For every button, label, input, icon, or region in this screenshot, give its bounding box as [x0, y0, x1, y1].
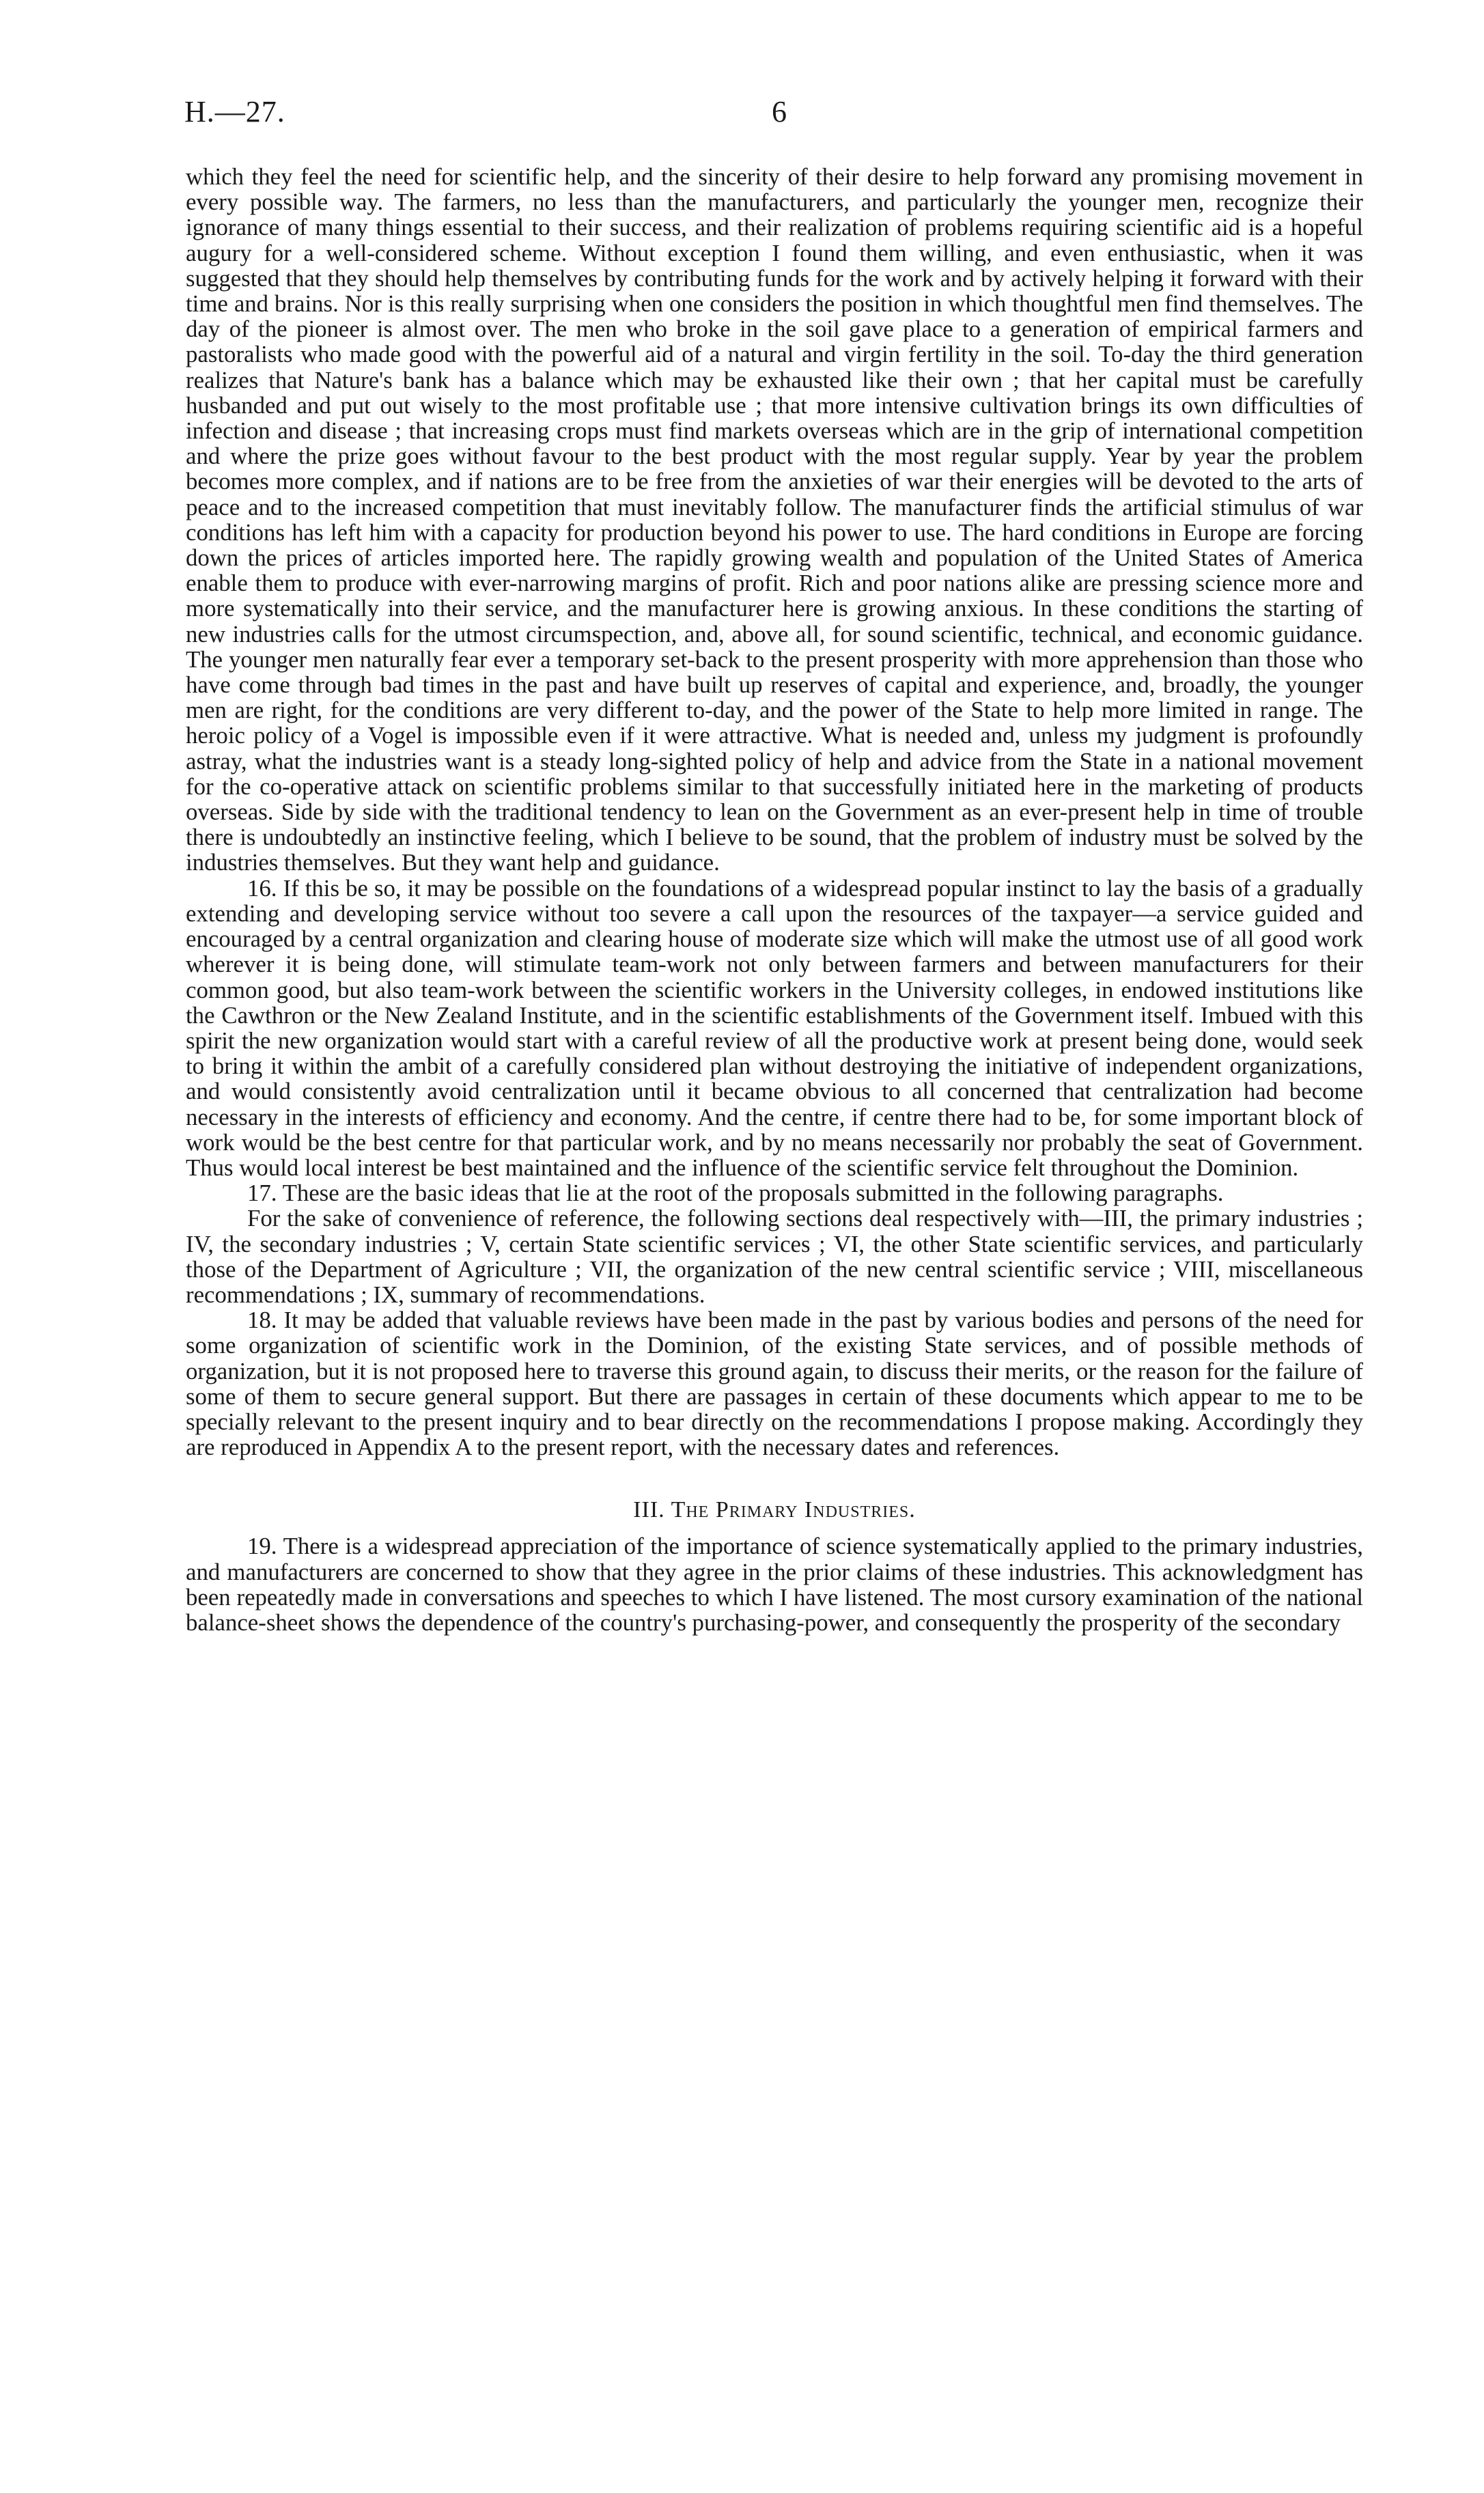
paragraph-17: 17. These are the basic ideas that lie at the root of the proposals submitted in the following paragraphs. [247, 1180, 1224, 1207]
document-code: H.—27. [184, 95, 285, 128]
page-header [184, 94, 1364, 135]
paragraph-continued: which they feel the need for scientific help, and the sincerity of their desire to help forward any promising movement in every possible way. The farmers, no less than the manufacturers, and particularly the younger men, recognize their ignorance of many things essential to their success, and their realization of problems requiring scientific aid is a hopeful augury for a well-considered scheme. Without exception I found them willing, and even enthusiastic, when it was suggested that they should help themselves by contributing funds for the work and by actively helping it forward with their time and brains. Nor is this really surprising when one considers the position in which thoughtful men find themselves. The day of the pioneer is almost over. The men who broke in the soil gave place to a generation of empirical farmers and pastoralists who made good with the powerful aid of a natural and virgin fertility in the soil. To-day the third generation realizes that Nature's bank has a balance which may be exhausted like their own ; that her capital must be carefully husbanded and put out wisely to the most profitable use ; that more intensive cultivation brings its own difficulties of infection and disease ; that increasing crops must find markets overseas which are in the grip of international competition and where the prize goes without favour to the best product with the most regular supply. Year by year the problem becomes more complex, and if nations are to be free from the anxieties of war their energies will be devoted to the arts of peace and to the increased competition that must inevitably follow. The manufacturer finds the artificial stimulus of war conditions has left him with a capacity for production beyond his power to use. The hard conditions in Europe are forcing down the prices of articles imported here. The rapidly growing wealth and population of the United States of America enable them to produce with ever-narrowing margins of profit. Rich and poor nations alike are pressing science more and more systematically into their service, and the manufacturer here is growing anxious. In these conditions the starting of new industries calls for the utmost circumspection, and, above all, for sound scientific, technical, and economic guidance. The younger men naturally fear ever a temporary set-back to the present prosperity with more apprehension than those who have come through bad times in the past and have built up reserves of capital and experience, and, broadly, the younger men are right, for the conditions are very different to-day, and the power of the State to help more limited in range. The heroic policy of a Vogel is impossible even if it were attractive. What is needed and, unless my judgment is profoundly astray, what the industries want is a steady long-sighted policy of help and advice from the State in a national movement for the co-operative attack on scientific problems similar to that successfully initiated here in the marketing of products overseas. Side by side with the traditional tendency to lean on the Government as an ever-present help in time of trouble there is undoubtedly an instinctive feeling, which I believe to be sound, that the problem of industry must be solved by the industries themselves. But they want help and guidance. [186, 163, 1363, 876]
paragraph-17-sections: For the sake of convenience of reference, the following sections deal respectively with—III, the primary industries ; IV, the secondary industries ; V, certain State scientific services ; VI, the other State scientific services, and particularly those of the Department of Agriculture ; VII, the organization of the new central scientific service ; VIII, miscellaneous recommendations ; IX, summary of recommendations. [186, 1205, 1363, 1308]
paragraph-16: 16. If this be so, it may be possible on the foundations of a widespread popular instinct to lay the basis of a gradually extending and developing service without too severe a call upon the resources of the taxpayer—a service guided and encouraged by a central organization and clearing house of moderate size which will make the utmost use of all good work wherever it is being done, will stimulate team-work not only between farmers and between manufacturers for their common good, but also team-work between the scientific workers in the University colleges, in endowed institutions like the Cawthron or the New Zealand Institute, and in the scientific establishments of the Government itself. Imbued with this spirit the new organization would start with a careful review of all the productive work at present being done, would seek to bring it within the ambit of a carefully considered plan without destroying the initiative of independent organizations, and would consistently avoid centralization until it became obvious to all concerned that centralization had become necessary in the interests of efficiency and economy. And the centre, if centre there had to be, for some important block of work would be the best centre for that particular work, and by no means necessarily nor probably the seat of Government. Thus would local interest be best maintained and the influence of the scientific service felt throughout the Dominion. [186, 874, 1363, 1181]
section-heading-primary-industries: III. The Primary Industries. [633, 1497, 916, 1523]
paragraph-18: 18. It may be added that valuable reviews have been made in the past by various bodies and persons of the need for some organization of scientific work in the Dominion, of the existing State services, and of possible methods of organization, but it is not proposed here to traverse this ground again, to discuss their merits, or the reason for the failure of some of them to secure general support. But there are passages in certain of these documents which appear to me to be specially relevant to the present inquiry and to bear directly on the recommendations I propose making. Accordingly they are reproduced in Appendix A to the present report, with the necessary dates and references. [186, 1307, 1363, 1461]
page-number: 6 [772, 95, 787, 128]
paragraph-19: 19. There is a widespread appreciation of the importance of science systematically applied to the primary industries, and manufacturers are concerned to show that they agree in the prior claims of these industries. This acknowledgment has been repeatedly made in conversations and speeches to which I have listened. The most cursory examination of the national balance-sheet shows the dependence of the country's purchasing-power, and consequently the prosperity of the secondary [186, 1533, 1363, 1636]
body-text [186, 164, 1363, 1635]
